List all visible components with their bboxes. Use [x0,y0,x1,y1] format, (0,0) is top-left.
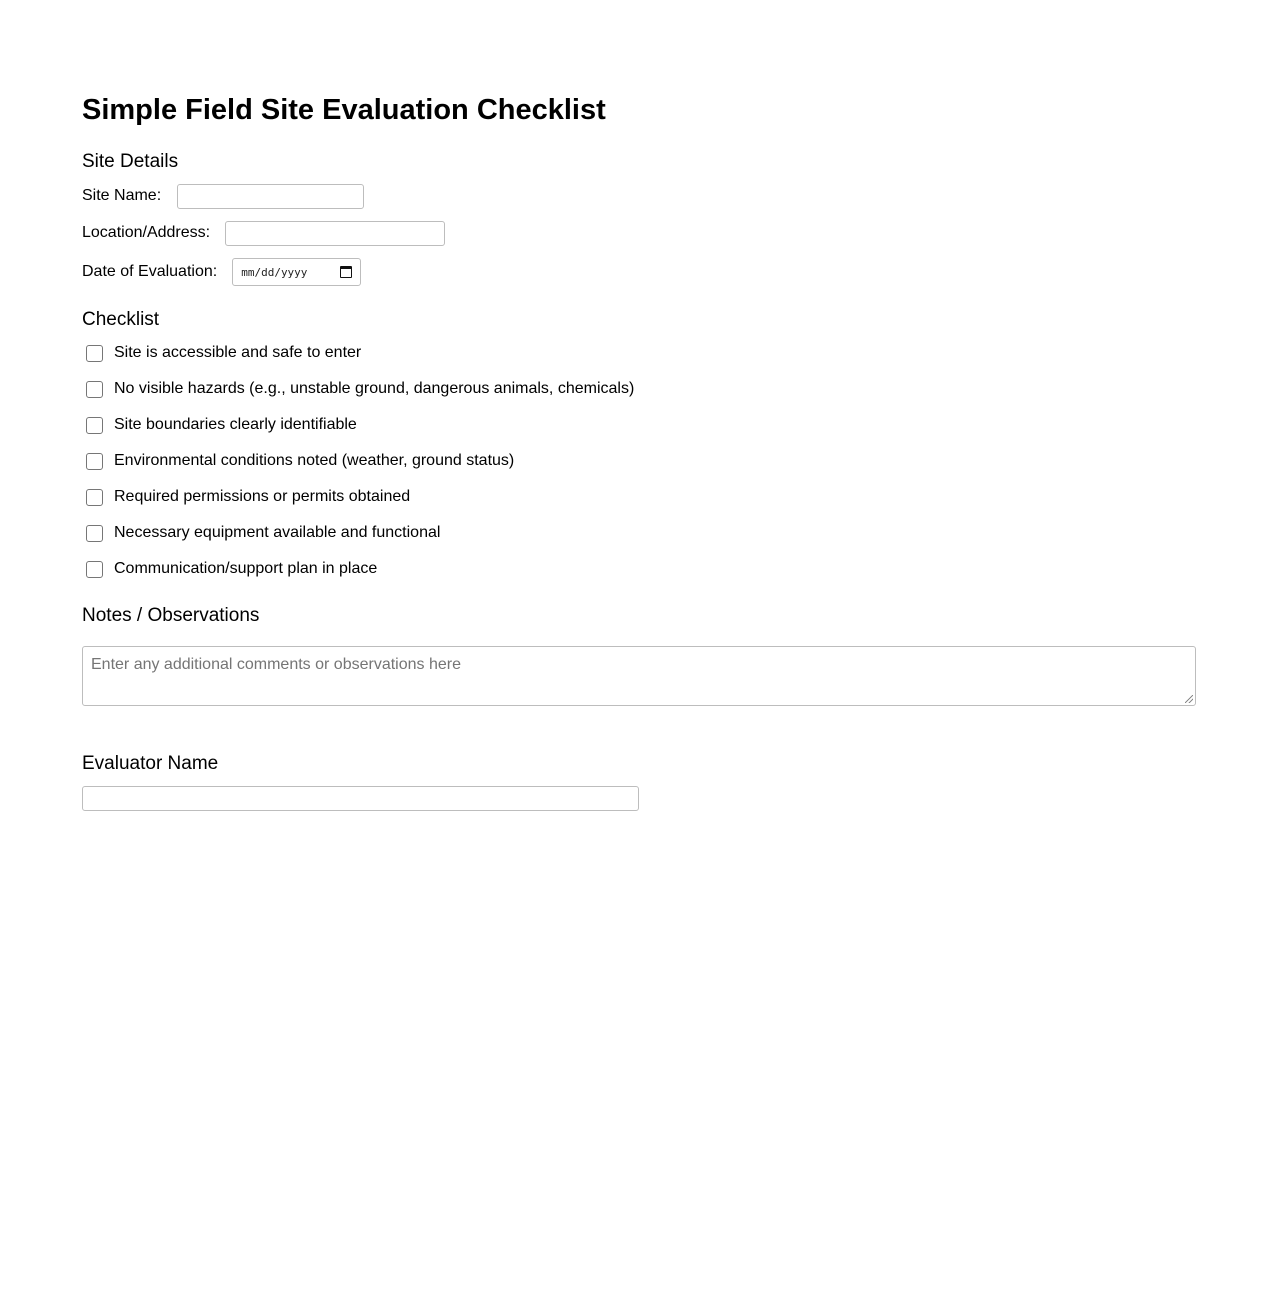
evaluator-name-input[interactable] [82,786,639,811]
notes-textarea[interactable] [82,646,1196,706]
checklist-item[interactable] [86,451,514,471]
checklist-item-label: Environmental conditions noted (weather, ground status) [114,452,515,469]
location-label: Location/Address: [82,224,211,241]
checklist-item-label: Required permissions or permits obtained [114,488,411,505]
evaluator-heading: Evaluator Name [82,753,219,774]
checklist-checkbox[interactable] [86,489,103,506]
checklist-item-label: No visible hazards (e.g., unstable ground, dangerous animals, chemicals) [114,380,635,397]
location-input[interactable] [225,221,445,246]
date-placeholder: mm/dd/yyyy [241,265,308,279]
checklist-checkbox[interactable] [86,525,103,542]
checklist-checkbox[interactable] [86,381,103,398]
checklist-item[interactable] [86,379,634,399]
checklist-item[interactable] [86,523,440,543]
notes-placeholder: Enter any additional comments or observations here [91,656,461,673]
site-name-row [82,183,364,209]
location-row [82,220,445,246]
checklist-item[interactable] [86,415,357,435]
page-title: Simple Field Site Evaluation Checklist [82,94,606,126]
checklist-checkbox[interactable] [86,417,103,434]
date-label: Date of Evaluation: [82,263,218,280]
date-input[interactable] [232,258,361,286]
checklist-checkbox[interactable] [86,345,103,362]
site-details-heading: Site Details [82,151,179,172]
date-row [82,258,361,286]
resize-handle-icon[interactable] [1185,695,1193,703]
checklist-item[interactable] [86,487,410,507]
checklist-checkbox[interactable] [86,561,103,578]
calendar-icon[interactable] [340,266,352,278]
notes-heading: Notes / Observations [82,605,260,626]
checklist-heading: Checklist [82,309,160,330]
checklist-item[interactable] [86,343,361,363]
site-name-label: Site Name: [82,187,162,204]
site-name-input[interactable] [177,184,364,209]
checklist-item[interactable] [86,559,377,579]
checklist-item-label: Site is accessible and safe to enter [114,344,362,361]
checklist-item-label: Necessary equipment available and functional [114,524,441,541]
checklist-item-label: Communication/support plan in place [114,560,378,577]
checklist-checkbox[interactable] [86,453,103,470]
checklist-item-label: Site boundaries clearly identifiable [114,416,357,433]
